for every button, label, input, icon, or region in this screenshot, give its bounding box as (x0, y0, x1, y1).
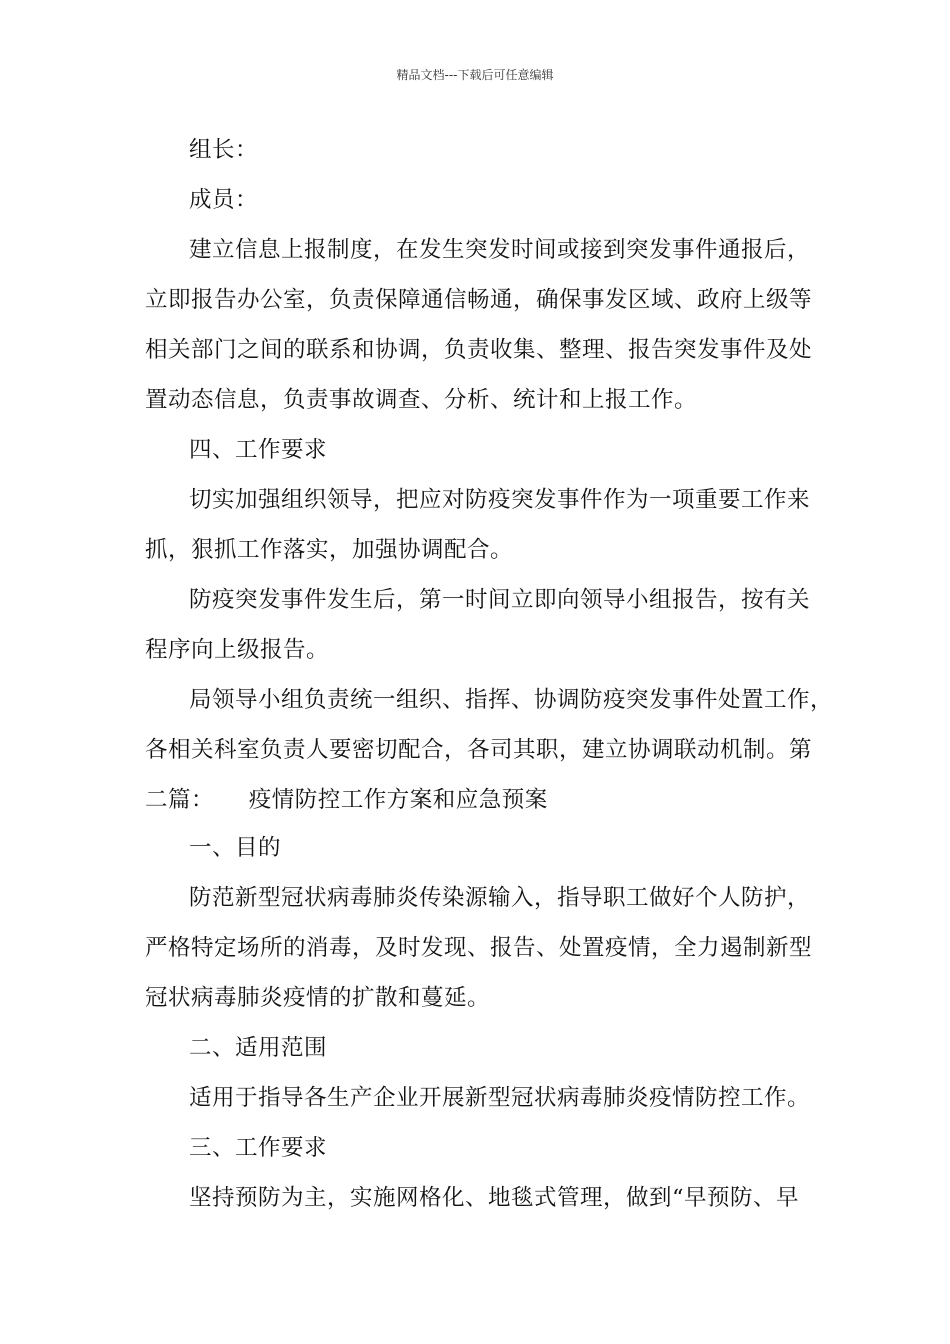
text-line: 防疫突发事件发生后，第一时间立即向领导小组报告，按有关 (189, 587, 811, 613)
text-line: 置动态信息，负责事故调查、分析、统计和上报工作。 (145, 387, 698, 413)
section-heading: 四、工作要求 (189, 437, 328, 463)
text-line: 相关部门之间的联系和协调，负责收集、整理、报告突发事件及处 (145, 337, 813, 363)
section-heading: 三、工作要求 (189, 1135, 328, 1161)
text-line: 抓，狠抓工作落实，加强协调配合。 (145, 537, 514, 563)
text-line: 程序向上级报告。 (145, 637, 330, 663)
text-line: 各相关科室负责人要密切配合，各司其职，建立协调联动机制。第 (145, 737, 813, 763)
text-line: 组长： (189, 137, 259, 163)
text-line: 立即报告办公室，负责保障通信畅通，确保事发区域、政府上级等 (145, 287, 813, 313)
text-line: 建立信息上报制度，在发生突发时间或接到突发事件通报后， (189, 237, 811, 263)
text-line: 坚持预防为主，实施网格化、地毯式管理，做到“早预防、早 (189, 1185, 800, 1211)
text-line: 局领导小组负责统一组织、指挥、协调防疫突发事件处置工作， (189, 687, 834, 713)
text-line: 成员： (189, 187, 259, 213)
text-line: 防范新型冠状病毒肺炎传染源输入，指导职工做好个人防护， (189, 885, 811, 911)
text-line: 冠状病毒肺炎疫情的扩散和蔓延。 (145, 985, 491, 1011)
page-header: 精品文档---下载后可任意编辑 (396, 68, 554, 82)
section-heading: 一、目的 (189, 835, 282, 861)
text-line: 适用于指导各生产企业开展新型冠状病毒肺炎疫情防控工作。 (189, 1085, 811, 1111)
text-line: 严格特定场所的消毒，及时发现、报告、处置疫情，全力遏制新型 (145, 935, 813, 961)
text-line: 切实加强组织领导，把应对防疫突发事件作为一项重要工作来 (189, 487, 811, 513)
chapter-title: 二篇： 疫情防控工作方案和应急预案 (145, 787, 548, 813)
section-heading: 二、适用范围 (189, 1035, 328, 1061)
